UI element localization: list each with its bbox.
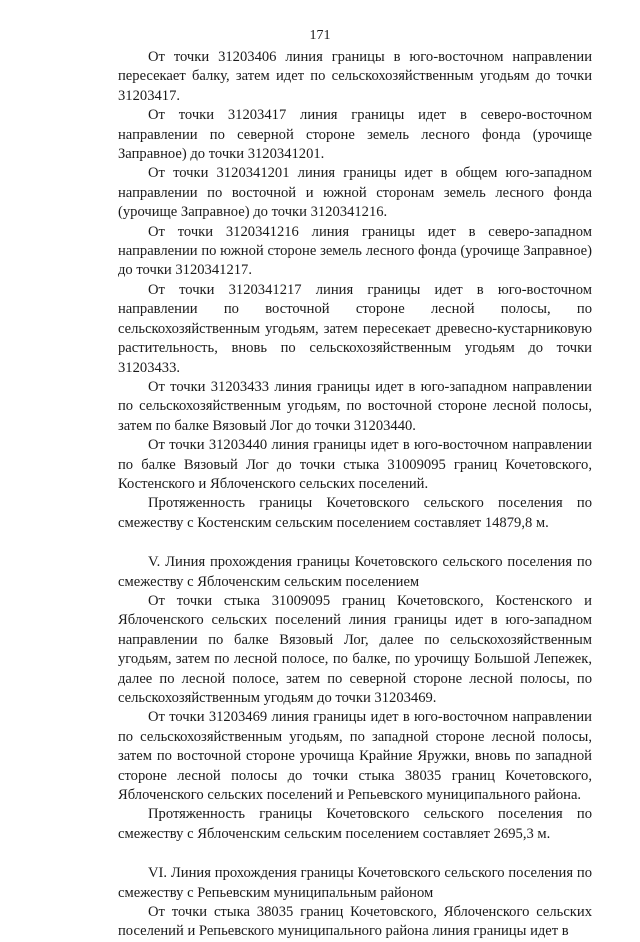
paragraph: От точки 31203469 линия границы идет в юго-восточном направлении по сельскохозяйственным угодьям, по западной стороне лесной полосы, затем по восточной стороне урочища Крайние Яружки, вновь по западной стороне лесной полосы до точки стыка 38035 границ Кочетовского, Яблоченского сельских поселений и Репьевского муниципального района. bbox=[118, 709, 592, 804]
paragraph: От точки стыка 38035 границ Кочетовского, Яблоченского сельских поселений и Репьевского муниципального района линия границы идет в bbox=[118, 904, 592, 940]
paragraph: Протяженность границы Кочетовского сельского поселения по смежеству с Костенским сельским поселением составляет 14879,8 м. bbox=[118, 495, 592, 531]
section-heading: VI. Линия прохождения границы Кочетовского сельского поселения по смежеству с Репьевским муниципальным районом bbox=[118, 865, 592, 901]
paragraph: От точки 3120341201 линия границы идет в общем юго-западном направлении по восточной и южной сторонам земель лесного фонда (урочище Заправное) до точки 3120341216. bbox=[118, 165, 592, 221]
paragraph: От точки стыка 31009095 границ Кочетовского, Костенского и Яблоченского сельских поселений линия границы идет в юго-западном направлении по балке Вязовый Лог, далее по сельскохозяйственным угодьям, затем по лесной полосе, по балке, по урочищу Большой Лепежек, далее по лесной полосе, затем по северной стороне лесной полосы, по сельскохозяйственным угодьям до точки 31203469. bbox=[118, 592, 592, 706]
section-heading: V. Линия прохождения границы Кочетовского сельского поселения по смежеству с Яблоченским сельским поселением bbox=[118, 554, 592, 590]
page-number: 171 bbox=[309, 28, 331, 43]
paragraph: От точки 31203406 линия границы в юго-восточном направлении пересекает балку, затем идет по сельскохозяйственным угодьям до точки 31203417. bbox=[118, 49, 592, 104]
paragraph: От точки 31203417 линия границы идет в северо-восточном направлении по северной стороне земель лесного фонда (урочище Заправное) до точки 3120341201. bbox=[118, 107, 592, 163]
section-gap bbox=[118, 844, 592, 864]
paragraph: От точки 3120341217 линия границы идет в юго-восточном направлении по восточной стороне лесной полосы, по сельскохозяйственным угодьям, затем пересекает древесно-кустарниковую растительность, вновь по сельскохозяйственным угодьям до точки 31203433. bbox=[118, 281, 592, 376]
paragraph: От точки 31203433 линия границы идет в юго-западном направлении по сельскохозяйственным угодьям, по восточной стороне лесной полосы, затем по балке Вязовый Лог до точки 31203440. bbox=[118, 378, 592, 434]
paragraph: От точки 31203440 линия границы идет в юго-восточном направлении по балке Вязовый Лог до точки стыка 31009095 границ Кочетовского, Костенского и Яблоченского сельских поселений. bbox=[118, 437, 592, 492]
section-gap bbox=[118, 533, 592, 553]
document-body bbox=[118, 48, 592, 942]
paragraph: От точки 3120341216 линия границы идет в северо-западном направлении по южной стороне земель лесного фонда (урочище Заправное) до точки 3120341217. bbox=[118, 223, 592, 279]
paragraph: Протяженность границы Кочетовского сельского поселения по смежеству с Яблоченским сельским поселением составляет 2695,3 м. bbox=[118, 806, 592, 842]
